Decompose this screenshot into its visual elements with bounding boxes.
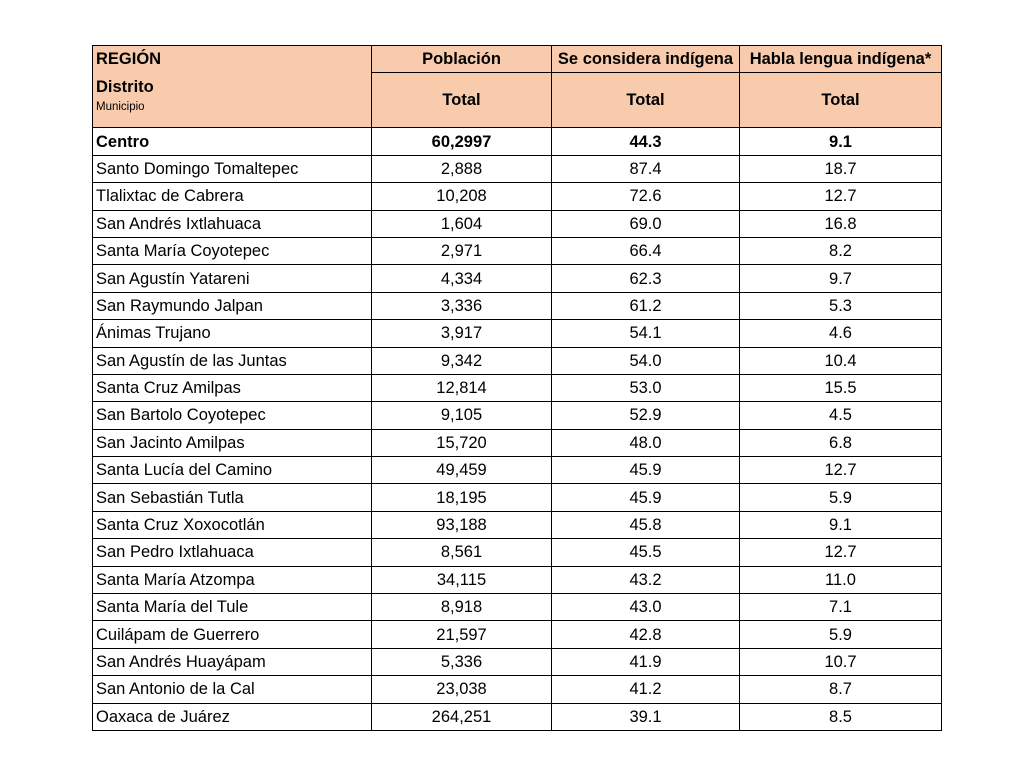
indigena-percent: 52.9 [552, 402, 740, 429]
summary-row [93, 128, 942, 155]
table-row [93, 265, 942, 292]
table-row [93, 320, 942, 347]
indigena-percent: 69.0 [552, 210, 740, 237]
municipio-name: San Agustín Yatareni [93, 265, 372, 292]
lengua-percent: 8.2 [740, 237, 942, 264]
table-row [93, 155, 942, 182]
lengua-percent: 18.7 [740, 155, 942, 182]
poblacion-value: 2,971 [372, 237, 552, 264]
lengua-percent: 4.5 [740, 402, 942, 429]
municipio-name: San Raymundo Jalpan [93, 292, 372, 319]
table-row [93, 237, 942, 264]
indigena-percent: 66.4 [552, 237, 740, 264]
lengua-percent: 10.4 [740, 347, 942, 374]
table-row [93, 676, 942, 703]
table-row [93, 374, 942, 401]
poblacion-value: 8,561 [372, 539, 552, 566]
table-row [93, 703, 942, 730]
lengua-percent: 8.7 [740, 676, 942, 703]
lengua-percent: 5.3 [740, 292, 942, 319]
municipio-name: Ánimas Trujano [93, 320, 372, 347]
poblacion-value: 2,888 [372, 155, 552, 182]
lengua-percent: 7.1 [740, 594, 942, 621]
header-total-lengua: Total [740, 73, 942, 128]
lengua-percent: 8.5 [740, 703, 942, 730]
indigena-percent: 54.0 [552, 347, 740, 374]
lengua-percent: 12.7 [740, 539, 942, 566]
poblacion-value: 10,208 [372, 183, 552, 210]
poblacion-value: 49,459 [372, 457, 552, 484]
summary-poblacion: 60,2997 [372, 128, 552, 155]
lengua-percent: 12.7 [740, 183, 942, 210]
table-row [93, 292, 942, 319]
indigenous-population-table [92, 45, 942, 731]
header-municipio: Municipio [96, 101, 145, 113]
lengua-percent: 5.9 [740, 484, 942, 511]
table-row [93, 539, 942, 566]
poblacion-value: 93,188 [372, 511, 552, 538]
lengua-percent: 10.7 [740, 648, 942, 675]
indigena-percent: 87.4 [552, 155, 740, 182]
municipio-name: San Sebastián Tutla [93, 484, 372, 511]
table-row [93, 484, 942, 511]
municipio-name: Cuilápam de Guerrero [93, 621, 372, 648]
municipio-name: San Andrés Huayápam [93, 648, 372, 675]
table-row [93, 457, 942, 484]
lengua-percent: 11.0 [740, 566, 942, 593]
poblacion-value: 1,604 [372, 210, 552, 237]
indigena-percent: 45.8 [552, 511, 740, 538]
table-row [93, 183, 942, 210]
header-poblacion: Población [372, 46, 552, 73]
poblacion-value: 12,814 [372, 374, 552, 401]
header-region-cell [93, 46, 372, 128]
poblacion-value: 34,115 [372, 566, 552, 593]
indigena-percent: 45.9 [552, 484, 740, 511]
indigena-percent: 48.0 [552, 429, 740, 456]
municipio-name: Santa María Coyotepec [93, 237, 372, 264]
municipio-name: San Pedro Ixtlahuaca [93, 539, 372, 566]
municipio-name: Santo Domingo Tomaltepec [93, 155, 372, 182]
summary-lengua: 9.1 [740, 128, 942, 155]
table-row [93, 594, 942, 621]
summary-name: Centro [93, 128, 372, 155]
poblacion-value: 8,918 [372, 594, 552, 621]
municipio-name: San Antonio de la Cal [93, 676, 372, 703]
table-row [93, 210, 942, 237]
lengua-percent: 5.9 [740, 621, 942, 648]
summary-indigena: 44.3 [552, 128, 740, 155]
header-habla-lengua-indigena: Habla lengua indígena* [740, 46, 942, 73]
table-row [93, 429, 942, 456]
indigena-percent: 41.2 [552, 676, 740, 703]
indigena-percent: 39.1 [552, 703, 740, 730]
table-row [93, 621, 942, 648]
indigena-percent: 61.2 [552, 292, 740, 319]
lengua-percent: 4.6 [740, 320, 942, 347]
municipio-name: San Andrés Ixtlahuaca [93, 210, 372, 237]
municipio-name: San Bartolo Coyotepec [93, 402, 372, 429]
header-region: REGIÓN [96, 50, 162, 68]
header-se-considera-indigena: Se considera indígena [552, 46, 740, 73]
indigena-percent: 54.1 [552, 320, 740, 347]
poblacion-value: 9,342 [372, 347, 552, 374]
indigena-percent: 45.9 [552, 457, 740, 484]
table-row [93, 347, 942, 374]
municipio-name: San Jacinto Amilpas [93, 429, 372, 456]
indigena-percent: 45.5 [552, 539, 740, 566]
indigena-percent: 72.6 [552, 183, 740, 210]
poblacion-value: 9,105 [372, 402, 552, 429]
lengua-percent: 9.7 [740, 265, 942, 292]
indigena-percent: 43.0 [552, 594, 740, 621]
municipio-name: Santa Lucía del Camino [93, 457, 372, 484]
municipio-name: Santa Cruz Amilpas [93, 374, 372, 401]
municipio-name: San Agustín de las Juntas [93, 347, 372, 374]
municipio-name: Santa María del Tule [93, 594, 372, 621]
table-row [93, 402, 942, 429]
municipio-name: Santa María Atzompa [93, 566, 372, 593]
poblacion-value: 18,195 [372, 484, 552, 511]
header-total-indigena: Total [552, 73, 740, 128]
table-row [93, 566, 942, 593]
poblacion-value: 5,336 [372, 648, 552, 675]
poblacion-value: 4,334 [372, 265, 552, 292]
poblacion-value: 21,597 [372, 621, 552, 648]
header-total-poblacion: Total [372, 73, 552, 128]
lengua-percent: 16.8 [740, 210, 942, 237]
lengua-percent: 9.1 [740, 511, 942, 538]
indigena-percent: 42.8 [552, 621, 740, 648]
indigena-percent: 41.9 [552, 648, 740, 675]
poblacion-value: 15,720 [372, 429, 552, 456]
poblacion-value: 23,038 [372, 676, 552, 703]
municipio-name: Tlalixtac de Cabrera [93, 183, 372, 210]
poblacion-value: 264,251 [372, 703, 552, 730]
lengua-percent: 6.8 [740, 429, 942, 456]
indigena-percent: 53.0 [552, 374, 740, 401]
table-row [93, 648, 942, 675]
header-distrito: Distrito [96, 78, 154, 96]
table-row [93, 511, 942, 538]
indigena-percent: 43.2 [552, 566, 740, 593]
lengua-percent: 15.5 [740, 374, 942, 401]
poblacion-value: 3,917 [372, 320, 552, 347]
municipio-name: Santa Cruz Xoxocotlán [93, 511, 372, 538]
municipio-name: Oaxaca de Juárez [93, 703, 372, 730]
poblacion-value: 3,336 [372, 292, 552, 319]
header-row-1 [93, 46, 942, 73]
indigena-percent: 62.3 [552, 265, 740, 292]
lengua-percent: 12.7 [740, 457, 942, 484]
